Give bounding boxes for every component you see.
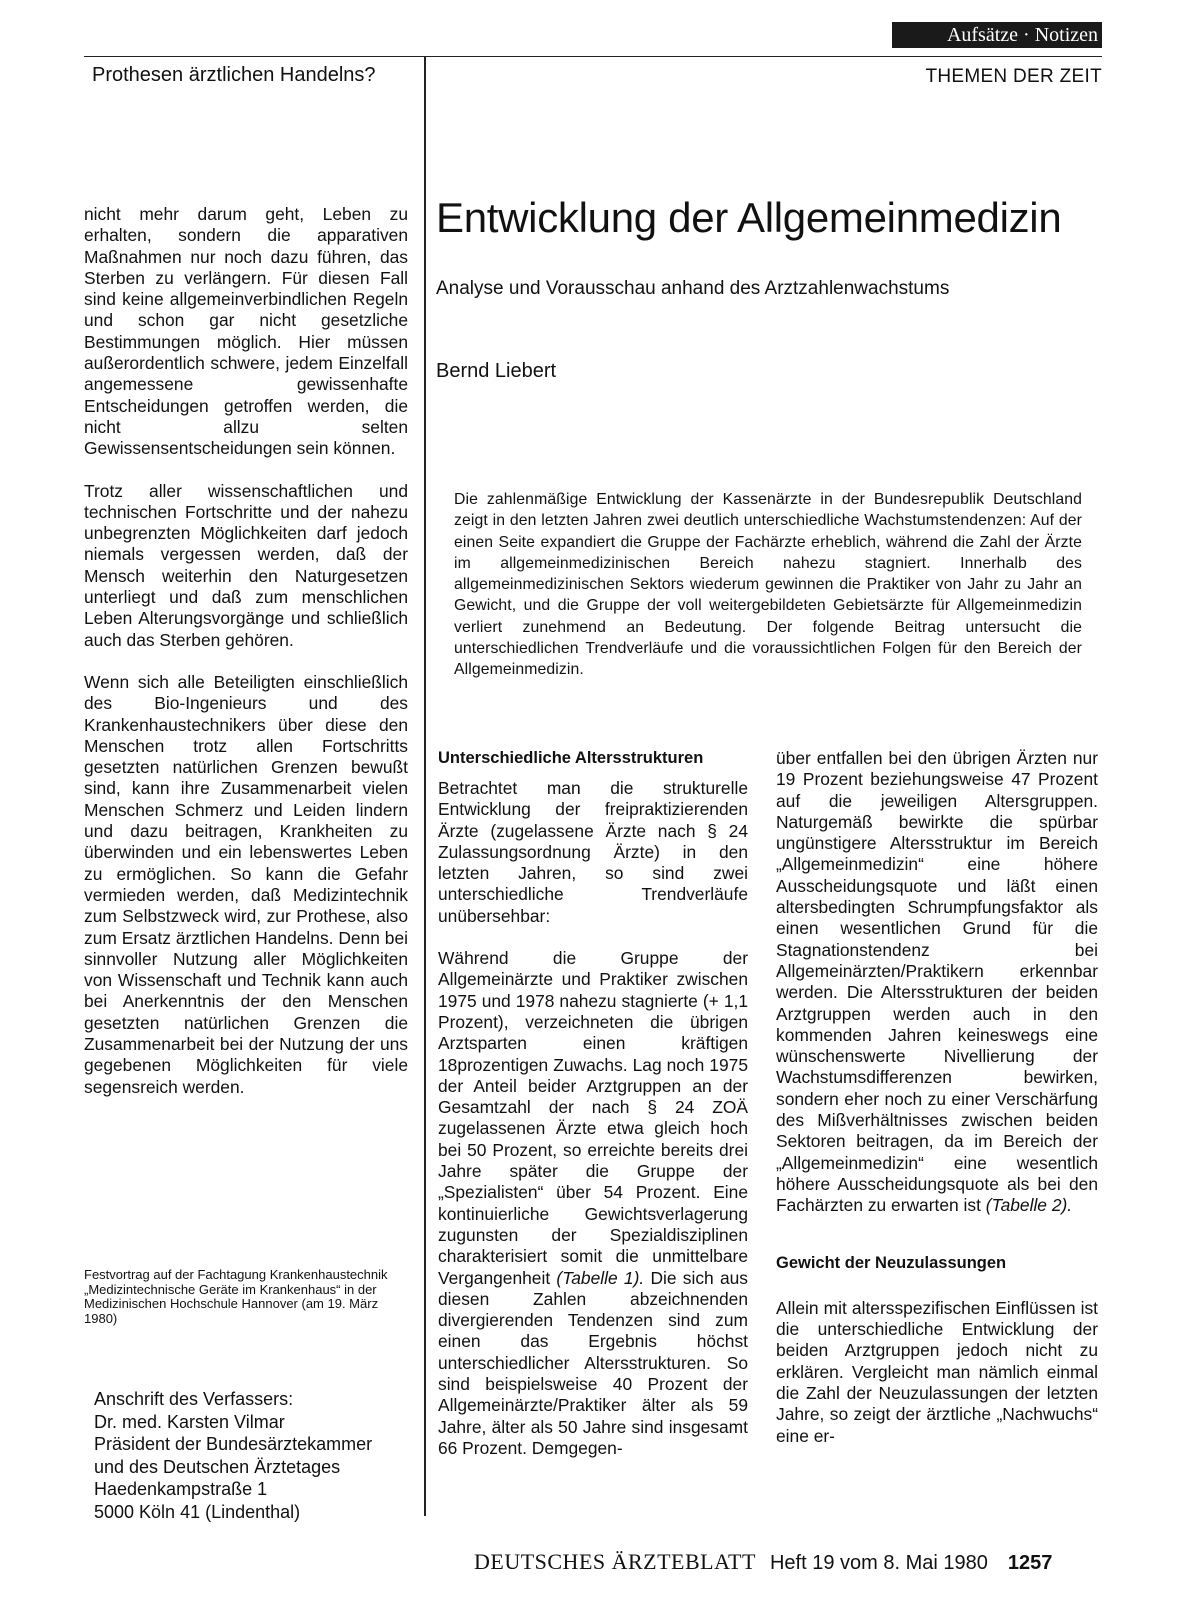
body-text: Die sich aus diesen Zahlen abzeichnenden divergierenden Tendenzen sind zum einen das Ergebnis höchst unterschiedlicher Altersstrukturen. So sind beispielsweise 40 Prozent der Allgemeinärzte/Praktiker älter als 59 Jahre, älter als 50 Jahre sind insgesamt 66 Prozent. Demgegen- — [438, 1267, 748, 1458]
column-divider — [424, 56, 426, 1516]
magazine-name: DEUTSCHES ÄRZTEBLATT — [474, 1549, 756, 1574]
article-author: Bernd Liebert — [436, 360, 557, 382]
address-line: Anschrift des Verfassers: — [94, 1389, 294, 1409]
author-address — [94, 1388, 414, 1523]
body-paragraph — [438, 948, 748, 1459]
middle-column — [438, 749, 748, 1480]
address-line: Haedenkampstraße 1 — [94, 1479, 268, 1499]
body-text: über entfallen bei den übrigen Ärzten nur 19 Prozent beziehungsweise 47 Prozent auf die jeweiligen Altersgruppen. Naturgemäß bewirkte die spürbar ungünstigere Altersstruktur im Bereich „Allgemeinmedizin“ eine höhere Ausscheidungsquote und läßt einen altersbedingten Schrumpfungsfaktor als einen wesentlichen Grund für die Stagnationstendenz bei Allgemeinärzten/Praktikern erkennbar werden. Die Altersstrukturen der beiden Arztgruppen werden auch in den kommenden Jahren keineswegs eine wünschenswerte Nivellierung der Wachstumsdifferenzen bewirken, sondern eher noch zu einer Verschärfung des Mißverhältnisses zwischen beiden Sektoren beitragen, da im Bereich der „Allgemeinmedizin“ eine wesentlich höhere Ausscheidungsquote als bei den Fachärzten zu erwarten ist — [776, 748, 1098, 1216]
running-head-left: Prothesen ärztlichen Handelns? — [92, 64, 376, 86]
body-text: Während die Gruppe der Allgemeinärzte und Praktiker zwischen 1975 und 1978 nahezu stagnierte (+ 1,1 Prozent), verzeichneten die übrigen Arztsparten einen kräftigen 18prozentigen Zuwachs. Lag noch 1975 der Anteil beider Arztgruppen an der Gesamtzahl der nach § 24 ZOÄ zugelassenen Ärzte etwa gleich hoch bei 50 Prozent, so erreichte bereits drei Jahre später die Gruppe der „Spezialisten“ über 54 Prozent. Eine kontinuierliche Gewichtsverlagerung zugunsten der Spezialdisziplinen charakterisiert somit die unmittelbare Vergangenheit — [438, 948, 748, 1288]
body-paragraph: Betrachtet man die strukturelle Entwicklung der freipraktizierenden Ärzte (zugelassene Ärzte nach § 24 Zulassungsordnung Ärzte) in den letzten Jahren, so sind zwei unterschiedliche Trendverläufe unübersehbar: — [438, 778, 748, 926]
article-title: Entwicklung der Allgemeinmedizin — [436, 194, 1062, 241]
page-number: 1257 — [1007, 1552, 1053, 1574]
running-head-right: THEMEN DER ZEIT — [925, 66, 1102, 87]
left-paragraph-1: nicht mehr darum geht, Leben zu erhalten, sondern die apparativen Maßnahmen nur noch dazu führen, das Sterben zu verlängern. Für diesen Fall sind keine allgemeinverbindlichen Regeln und schon gar nicht gesetzliche Bestimmungen möglich. Hier müssen außerordentlich schwere, jedem Einzelfall angemessene gewissenhafte Entscheidungen getroffen werden, die nicht allzu selten Gewissensentscheidungen sein können. — [84, 204, 408, 459]
address-line: Dr. med. Karsten Vilmar — [94, 1411, 285, 1432]
section-heading: Unterschiedliche Altersstrukturen — [438, 749, 704, 767]
body-paragraph: Allein mit altersspezifischen Einflüssen ist die unterschiedliche Entwicklung der beiden Arztgruppen jedoch nicht zu erklären. Vergleicht man nämlich einmal die Zahl der Neuzulassungen der letzten Jahre, so zeigt der ärztliche „Nachwuchs“ eine er- — [776, 1297, 1098, 1446]
address-line: und des Deutschen Ärztetages — [94, 1456, 341, 1477]
address-line: Präsident der Bundesärztekammer — [94, 1434, 373, 1454]
issue-info: Heft 19 vom 8. Mai 1980 — [769, 1552, 988, 1574]
table-reference: (Tabelle 1). — [556, 1267, 645, 1288]
footnote: Festvortrag auf der Fachtagung Krankenhaustechnik „Medizintechnische Geräte im Krankenhaus“ in der Medizinischen Hochschule Hannover (am 19. März 1980) — [84, 1267, 388, 1326]
section-heading: Gewicht der Neuzulassungen — [776, 1253, 1007, 1272]
article-abstract: Die zahlenmäßige Entwicklung der Kassenärzte in der Bundesrepublik Deutschland zeigt in den letzten Jahren zwei deutlich unterschiedliche Wachstumstendenzen: Auf der einen Seite expandiert die Gruppe der Fachärzte erheblich, während die Zahl der Ärzte im allgemeinmedizinischen Bereich nahezu stagniert. Innerhalb des allgemeinmedizinischen Sektors wiederum gewinnen die Praktiker von Jahr zu Jahr an Gewicht, und die Gruppe der voll weitergebildeten Gebietsärzte für Allgemeinmedizin verliert zunehmend an Bedeutung. Der folgende Beitrag untersucht die unterschiedlichen Trendverläufe und die voraussichtlichen Folgen für den Bereich der Allgemeinmedizin. — [454, 491, 1082, 679]
article-subtitle: Analyse und Vorausschau anhand des Arztzahlenwachstums — [436, 278, 950, 299]
address-line: 5000 Köln 41 (Lindenthal) — [94, 1501, 301, 1522]
left-paragraph-2: Trotz aller wissenschaftlichen und technischen Fortschritte und der nahezu unbegrenzten Möglichkeiten darf jedoch niemals vergessen werden, daß der Mensch weiterhin den Naturgesetzen unterliegt und daß zum menschlichen Leben Alterungsvorgänge und schließlich auch das Sterben gehören. — [84, 480, 408, 650]
page-footer — [474, 1549, 1052, 1575]
section-badge: Aufsätze · Notizen — [892, 22, 1102, 48]
left-paragraph-3: Wenn sich alle Beteiligten einschließlich des Bio-Ingenieurs und des Krankenhaustechnikers über diese den Menschen trotz allen Fortschritts gesetzten natürlichen Grenzen bewußt sind, kann ihre Zusammenarbeit vielen Menschen Schmerz und Leiden lindern und dazu beitragen, Krankheiten zu überwinden und ein lebenswertes Leben zu ermöglichen. So kann die Gefahr vermieden werden, daß Medizintechnik zum Selbstzweck wird, zur Prothese, also zum Ersatz ärztlichen Handelns. Denn bei sinnvoller Nutzung aller Möglichkeiten von Wissenschaft und Technik kann auch bei Anerkenntnis der den Menschen gesetzten natürlichen Grenzen die Zusammenarbeit bei der Nutzung der uns gegebenen Möglichkeiten für viele segensreich werden. — [84, 671, 408, 1097]
right-column — [776, 748, 1098, 1468]
left-column — [84, 204, 408, 1119]
body-paragraph — [776, 748, 1098, 1217]
table-reference: (Tabelle 2). — [985, 1195, 1073, 1216]
header-rule — [84, 56, 1102, 57]
